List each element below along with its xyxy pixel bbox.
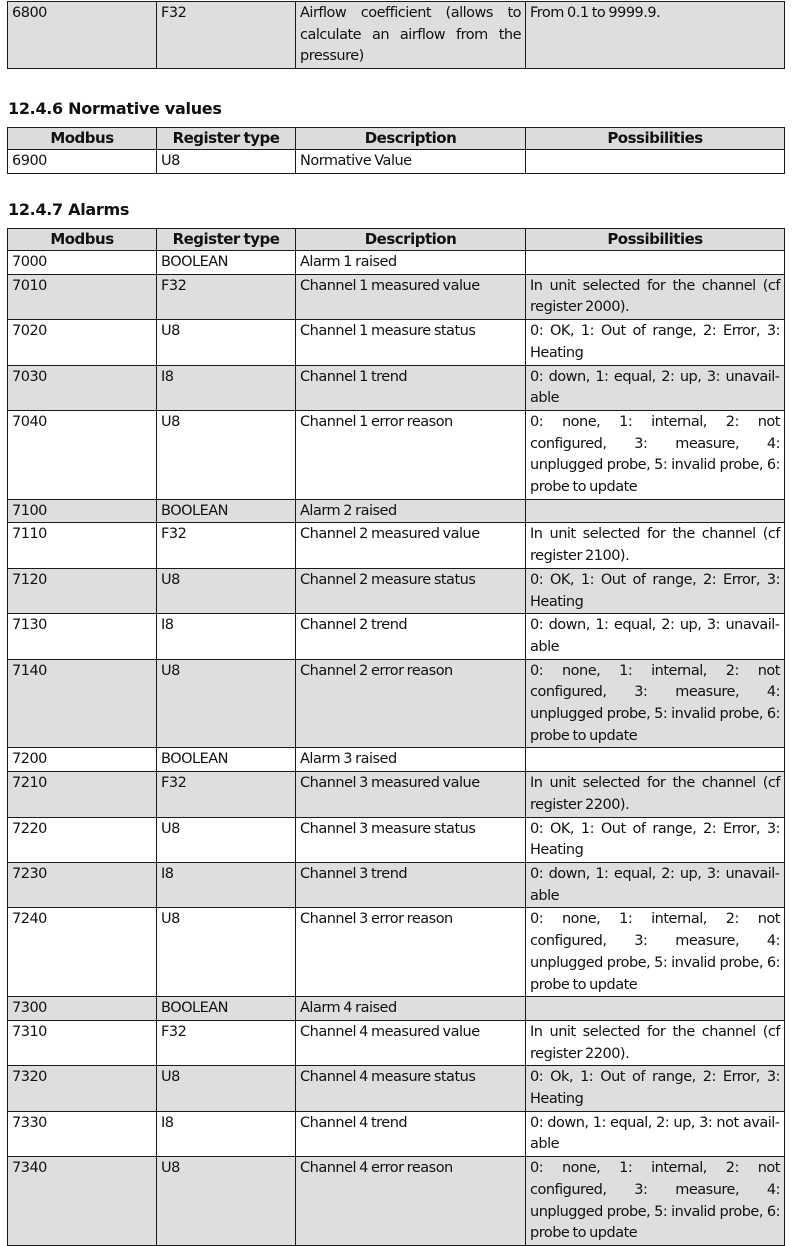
cell-possibilities: 0: OK, 1: Out of range, 2: Error, 3: Heating <box>526 320 785 365</box>
cell-register-type: BOOLEAN <box>157 499 296 523</box>
column-header-description: Description <box>296 128 526 150</box>
table-row <box>8 2 785 69</box>
section-title-alarms: 12.4.7 Alarms <box>8 200 130 219</box>
cell-possibilities: 0: none, 1: internal, 2: not configured, 3: measure, 4: unplugged probe, 5: invalid probe, 6: probe to update <box>526 1157 785 1246</box>
cell-register-type: BOOLEAN <box>157 748 296 772</box>
section-title-normative-values: 12.4.6 Normative values <box>8 99 222 118</box>
cell-description: Channel 2 measured value <box>296 523 526 568</box>
table-header-row <box>8 128 785 150</box>
cell-description: Channel 3 measured value <box>296 772 526 817</box>
cell-possibilities: In unit selected for the channel (cf register 2200). <box>526 772 785 817</box>
cell-register-type: I8 <box>157 614 296 659</box>
cell-modbus: 7240 <box>8 908 157 997</box>
cell-possibilities: 0: none, 1: internal, 2: not configured, 3: measure, 4: unplugged probe, 5: invalid probe, 6: probe to update <box>526 908 785 997</box>
cell-description: Channel 4 measure status <box>296 1066 526 1111</box>
cell-register-type: U8 <box>157 1157 296 1246</box>
cell-possibilities: 0: down, 1: equal, 2: up, 3: unavailable <box>526 365 785 410</box>
cell-register-type: F32 <box>157 1020 296 1065</box>
cell-description: Channel 1 error reason <box>296 410 526 499</box>
table-header-row <box>8 229 785 251</box>
cell-register-type: U8 <box>157 1066 296 1111</box>
cell-possibilities: In unit selected for the channel (cf register 2200). <box>526 1020 785 1065</box>
cell-possibilities: From 0.1 to 9999.9. <box>526 2 785 69</box>
table-row <box>8 1066 785 1111</box>
cell-modbus: 7300 <box>8 997 157 1021</box>
table-row <box>8 1157 785 1246</box>
cell-possibilities: 0: OK, 1: Out of range, 2: Error, 3: Heating <box>526 817 785 862</box>
cell-description: Channel 3 error reason <box>296 908 526 997</box>
cell-description: Channel 3 measure status <box>296 817 526 862</box>
table-row <box>8 908 785 997</box>
cell-register-type: I8 <box>157 1111 296 1156</box>
table-row <box>8 251 785 275</box>
cell-description: Alarm 2 raised <box>296 499 526 523</box>
cell-description: Alarm 3 raised <box>296 748 526 772</box>
cell-register-type: F32 <box>157 523 296 568</box>
table-row <box>8 499 785 523</box>
cell-register-type: U8 <box>157 410 296 499</box>
cell-register-type: U8 <box>157 150 296 174</box>
column-header-possibilities: Possibilities <box>526 128 785 150</box>
cell-possibilities <box>526 997 785 1021</box>
cell-register-type: F32 <box>157 2 296 69</box>
cell-modbus: 7310 <box>8 1020 157 1065</box>
alarms-table <box>7 228 785 1246</box>
cell-possibilities: 0: down, 1: equal, 2: up, 3: unavailable <box>526 614 785 659</box>
cell-possibilities: 0: down, 1: equal, 2: up, 3: not available <box>526 1111 785 1156</box>
cell-description: Channel 1 measured value <box>296 274 526 319</box>
table-row <box>8 365 785 410</box>
column-header-register-type: Register type <box>157 229 296 251</box>
cell-modbus: 7220 <box>8 817 157 862</box>
table-row <box>8 274 785 319</box>
cell-possibilities: 0: none, 1: internal, 2: not configured, 3: measure, 4: unplugged probe, 5: invalid probe, 6: probe to update <box>526 659 785 748</box>
table-row <box>8 614 785 659</box>
cell-modbus: 7000 <box>8 251 157 275</box>
cell-description: Airflow coefficient (allows to calculate an airflow from the pressure) <box>296 2 526 69</box>
column-header-register-type: Register type <box>157 128 296 150</box>
cell-description: Channel 2 error reason <box>296 659 526 748</box>
cell-register-type: F32 <box>157 772 296 817</box>
column-header-possibilities: Possibilities <box>526 229 785 251</box>
cell-modbus: 7040 <box>8 410 157 499</box>
cell-modbus: 7020 <box>8 320 157 365</box>
cell-description: Alarm 4 raised <box>296 997 526 1021</box>
column-header-description: Description <box>296 229 526 251</box>
table-row <box>8 568 785 613</box>
cell-modbus: 6900 <box>8 150 157 174</box>
cell-description: Normative Value <box>296 150 526 174</box>
cell-modbus: 7130 <box>8 614 157 659</box>
cell-possibilities <box>526 251 785 275</box>
cell-modbus: 7230 <box>8 862 157 907</box>
cell-modbus: 7140 <box>8 659 157 748</box>
table-row <box>8 997 785 1021</box>
cell-modbus: 7340 <box>8 1157 157 1246</box>
table-row <box>8 1020 785 1065</box>
column-header-modbus: Modbus <box>8 229 157 251</box>
cell-register-type: U8 <box>157 659 296 748</box>
cell-register-type: U8 <box>157 908 296 997</box>
cell-description: Channel 2 measure status <box>296 568 526 613</box>
cell-description: Channel 4 error reason <box>296 1157 526 1246</box>
cell-register-type: I8 <box>157 862 296 907</box>
cell-register-type: F32 <box>157 274 296 319</box>
cell-description: Channel 2 trend <box>296 614 526 659</box>
cell-description: Channel 1 trend <box>296 365 526 410</box>
table-row <box>8 523 785 568</box>
table-row <box>8 659 785 748</box>
cell-register-type: U8 <box>157 817 296 862</box>
cell-register-type: U8 <box>157 568 296 613</box>
cell-modbus: 7100 <box>8 499 157 523</box>
table-row <box>8 1111 785 1156</box>
cell-possibilities: 0: OK, 1: Out of range, 2: Error, 3: Heating <box>526 568 785 613</box>
cell-possibilities: 0: none, 1: internal, 2: not configured, 3: measure, 4: unplugged probe, 5: invalid probe, 6: probe to update <box>526 410 785 499</box>
cell-description: Alarm 1 raised <box>296 251 526 275</box>
cell-possibilities: In unit selected for the channel (cf register 2100). <box>526 523 785 568</box>
cell-modbus: 7330 <box>8 1111 157 1156</box>
cell-register-type: I8 <box>157 365 296 410</box>
cell-modbus: 7110 <box>8 523 157 568</box>
table-row <box>8 410 785 499</box>
cell-description: Channel 4 measured value <box>296 1020 526 1065</box>
cell-possibilities <box>526 150 785 174</box>
cell-modbus: 7210 <box>8 772 157 817</box>
table-row <box>8 862 785 907</box>
cell-modbus: 7120 <box>8 568 157 613</box>
column-header-modbus: Modbus <box>8 128 157 150</box>
cell-possibilities: 0: Ok, 1: Out of range, 2: Error, 3: Heating <box>526 1066 785 1111</box>
table-row <box>8 150 785 174</box>
table-row <box>8 772 785 817</box>
cell-register-type: BOOLEAN <box>157 997 296 1021</box>
cell-modbus: 7200 <box>8 748 157 772</box>
cell-modbus: 6800 <box>8 2 157 69</box>
cell-description: Channel 3 trend <box>296 862 526 907</box>
cell-possibilities <box>526 748 785 772</box>
airflow-register-table <box>7 1 785 69</box>
table-row <box>8 320 785 365</box>
table-row <box>8 748 785 772</box>
cell-possibilities: 0: down, 1: equal, 2: up, 3: unavailable <box>526 862 785 907</box>
cell-description: Channel 1 measure status <box>296 320 526 365</box>
normative-values-table <box>7 127 785 174</box>
cell-modbus: 7030 <box>8 365 157 410</box>
cell-description: Channel 4 trend <box>296 1111 526 1156</box>
cell-modbus: 7010 <box>8 274 157 319</box>
cell-modbus: 7320 <box>8 1066 157 1111</box>
table-row <box>8 817 785 862</box>
cell-possibilities <box>526 499 785 523</box>
cell-register-type: U8 <box>157 320 296 365</box>
cell-register-type: BOOLEAN <box>157 251 296 275</box>
cell-possibilities: In unit selected for the channel (cf register 2000). <box>526 274 785 319</box>
